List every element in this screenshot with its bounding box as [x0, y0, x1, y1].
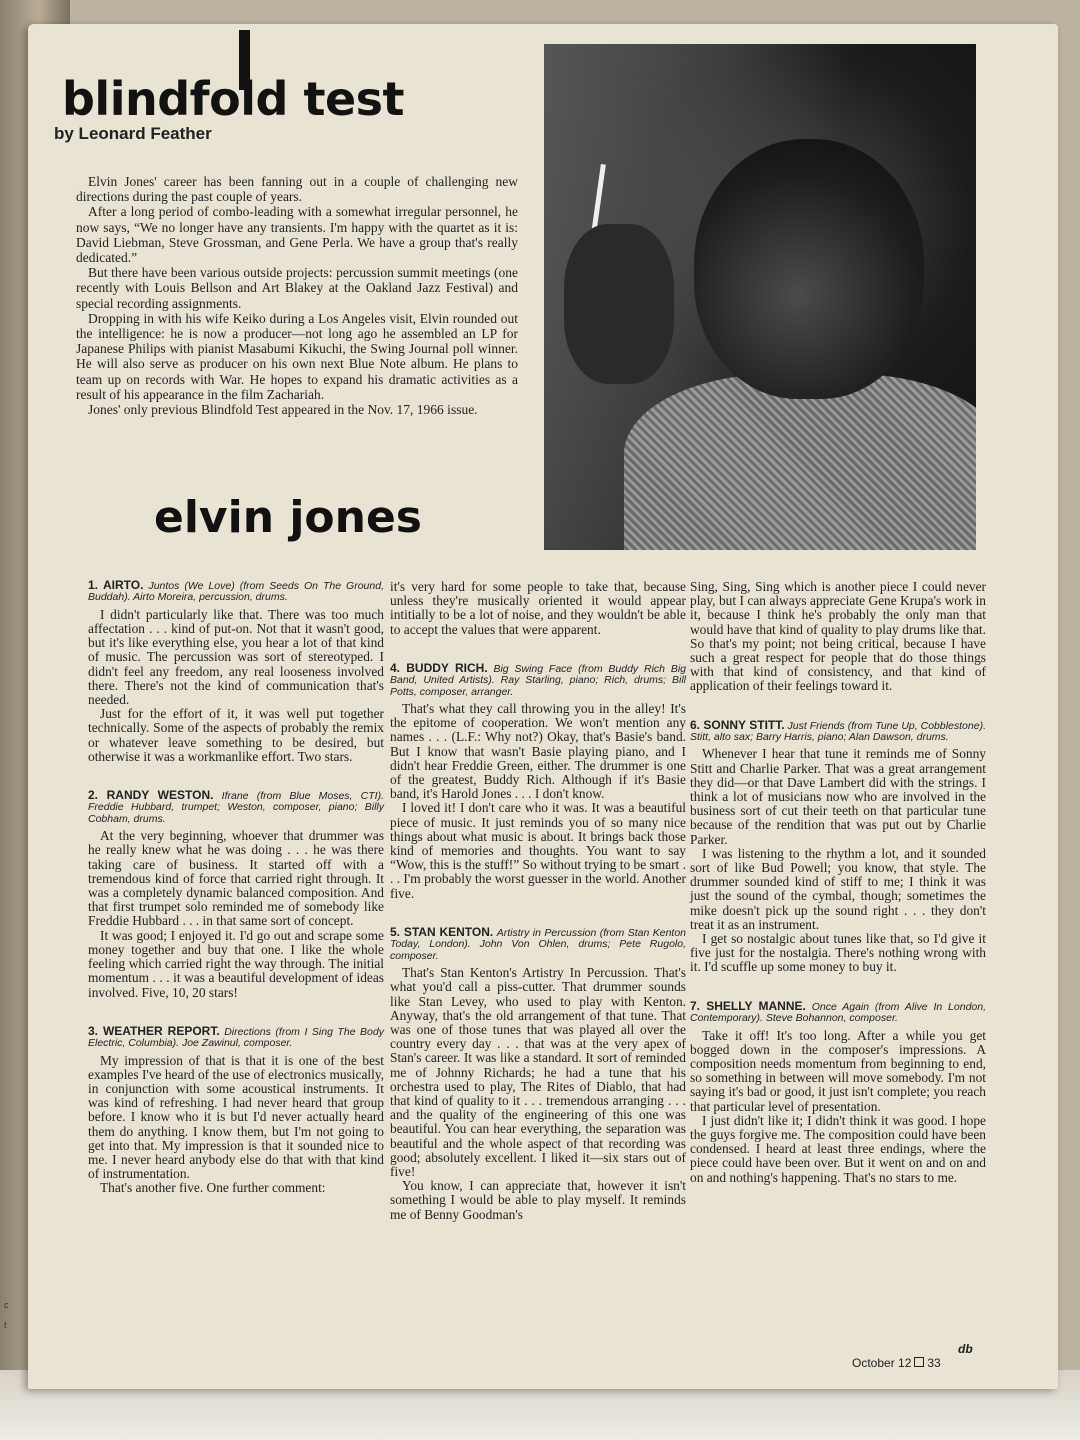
review-paragraph: Take it off! It's too long. After a while you get bogged down in the composer's impressions. A composition needs momentum from beginning to end, so something in between will move somebody. I'm not saying it's bad or good, it just isn't complete; you reach that particular level of presentation. — [690, 1027, 986, 1114]
record-details: Just Friends (from Tune Up, Cobblestone). Stitt, alto sax; Barry Harris, piano; Alan Dawson, drums. — [690, 719, 986, 744]
record-details: Once Again (from Alive In London, Contemporary). Steve Bohannon, composer. — [690, 1000, 986, 1025]
review-heading — [88, 790, 384, 825]
review-paragraph: Just for the effort of it, it was well put together technically. Some of the aspects of probably the remix or whatever leave something to be desired, but otherwise it was a workmanlike effort. Two stars. — [88, 706, 384, 764]
artist-name: 2. RANDY WESTON. — [88, 788, 214, 803]
box-glyph-icon — [914, 1357, 924, 1367]
artist-name: 4. BUDDY RICH. — [390, 660, 488, 675]
magazine-page — [28, 24, 1058, 1389]
artist-name: 6. SONNY STITT. — [690, 717, 785, 732]
review-paragraph: It was good; I enjoyed it. I'd go out and scrape some money together and buy that one. I like the whole feeling which carried right the way through. The initial momentum . . . it was a beautiful development of ideas involved. Five, 10, 20 stars! — [88, 927, 384, 1000]
review-paragraph: it's very hard for some people to take that, because unless they're musically oriented it would appear intitially to be a lot of noise, and they wouldn't be able to accept the values that were apparent. — [390, 579, 686, 637]
review-paragraph: At the very beginning, whoever that drummer was he really knew what he was doing . . . he was there taking care of business. It started off with a tremendous kind of force that carried right through. It was a completely dynamic balanced composition. And that first trumpet solo reminded me of somebody like Freddie Hubbard . . . in that same sort of concept. — [88, 828, 384, 929]
intro-text — [76, 174, 518, 417]
artist-name: 3. WEATHER REPORT. — [88, 1023, 220, 1038]
record-details: Big Swing Face (from Buddy Rich Big Band, United Artists). Ray Starling, piano; Rich, drums; Bill Potts, composer, arranger. — [390, 662, 687, 698]
record-details: Artistry in Percussion (from Stan Kenton Today, London). John Von Ohlen, drums; Pete Rugolo, composer. — [390, 926, 687, 962]
intro-paragraph: After a long period of combo-leading with a somewhat irregular personnel, he now says, “We no longer have any transients. I'm happy with the quartet as it is: David Liebman, Steve Grossman, and Gene Perla. We have a group that's really dedicated.” — [76, 204, 518, 266]
review-paragraph: That's another five. One further comment: — [100, 1180, 326, 1196]
review-paragraph: I was listening to the rhythm a lot, and it sounded sort of like Bud Powell; you know, that style. The drummer sounded kind of stiff to me; I think it was just the sound of the cymbal, though; sometimes the mike doesn't pick up the sound right . . . they don't treat it as an instrument. — [690, 845, 986, 932]
record-details: Juntos (We Love) (from Seeds On The Ground, Buddah). Airto Moreira, percussion, drums. — [88, 580, 384, 604]
page-title: blindfold test — [62, 72, 405, 126]
db-logo-mark: db — [958, 1342, 973, 1356]
review-paragraph: I get so nostalgic about tunes like that, so I'd give it five just for the nostalgia. There's nothing wrong with it. I'd scuffle up some money to buy it. — [690, 931, 986, 975]
photo-head — [694, 139, 924, 399]
review-paragraph: My impression of that is that it is one of the best examples I've heard of the use of electronics musically, in conjunction with some acoustical instruments. It was kind of refreshing. I had never heard that group before. I know who it is but I'd never actually heard them do anything. I know them, but I'm not going to get into that. My impression is that it sounded nice to me. I never heard anybody else do that with that kind of instrumentation. — [88, 1052, 384, 1182]
review-paragraph: You know, I can appreciate that, however it isn't something I would be able to play myself. It reminds me of Benny Goodman's — [390, 1178, 686, 1222]
text-column-2 — [390, 580, 686, 1222]
review-paragraph: I just didn't like it; I didn't think it was good. I hope the guys forgive me. The composition could have been condensed. I heard at least three endings, where the piece could have been over. But it went on and on and on and nothing's happening. That's no stars to me. — [690, 1112, 986, 1185]
review-heading — [390, 660, 687, 698]
page-footer — [852, 1356, 941, 1370]
text-column-1 — [88, 580, 384, 1196]
intro-paragraph: But there have been various outside projects: percussion summit meetings (one recently with Louis Bellson and Art Blakey at the Oakland Jazz Festival) and special recording assignments. — [76, 265, 518, 311]
review-paragraph: I loved it! I don't care who it was. It was a beautiful piece of music. It just reminds you of so many nice things about what music is about. It brings back those kind of memories and thoughts. You want to say “Wow, this is the stuff!” So without trying to be smart . . . I'm probably the worst guesser in the world. Another five. — [390, 800, 686, 901]
review-paragraph: I didn't particularly like that. There was too much affectation . . . kind of put-on. Not that it wasn't good, but it's like everything else, you hear a lot of that kind of music. The percussion was sort of stereotyped. I didn't feel any freedom, any real looseness involved there. There's not the kind of communication that's needed. — [88, 606, 384, 708]
review-paragraph: That's what they call throwing you in the alley! It's the epitome of cooperation. We won't mention any names . . . (L.F.: Why not?) Okay, that's Basie's band. But I know that wasn't Basie playing piano, and I didn't hear Freddie Green, either. The drummer is one of the greatest, Buddy Rich. Although if it's Basie band, it's Harold Jones . . . I don't know. — [390, 701, 686, 802]
review-paragraph: That's Stan Kenton's Artistry In Percussion. That's what you'd call a piss-cutter. That drummer sounds like Stan Levey, who used to play with Kenton. Anyway, that's the old arrangement of that tune. That was one of those tunes that was played all over the country every day . . . that was at the very apex of Stan's career. It was like a standard. It sort of reminded me of Johnny Richards; he had a tune that his orchestra used to play, The Rites of Diablo, that had that kind of quality to it . . . tremendous arranging . . . and the quality of the engineering of this one was beautiful. You can hear everything, the separation was beautiful and the whole aspect of that recording was good; absolutely excellent. I liked it—six stars out of five! — [390, 965, 686, 1179]
artist-name: 1. AIRTO. — [88, 578, 144, 592]
record-details: Ifrane (from Blue Moses, CTI). Freddie Hubbard, trumpet; Weston, composer, piano; Billy Cobham, drums. — [88, 790, 384, 825]
artist-name: 7. SHELLY MANNE. — [690, 998, 806, 1013]
record-details: Directions (from I Sing The Body Electric, Columbia). Joe Zawinul, composer. — [88, 1025, 384, 1050]
byline: by Leonard Feather — [54, 124, 212, 143]
review-paragraph: Sing, Sing, Sing which is another piece I could never play, but I can always appreciate Gene Krupa's work in it, because I think he's probably the only man that would have that kind of quality to play drums like that. So that's my point; not being critical, because I have such a great respect for people that do those things with that kind of consistency, and that kind of application of their feelings toward it. — [690, 579, 986, 694]
left-page-text-fragment: t — [4, 1320, 7, 1330]
review-heading — [690, 717, 986, 744]
artist-name: 5. STAN KENTON. — [390, 924, 494, 939]
photo-hand — [564, 224, 674, 384]
review-heading — [88, 580, 384, 604]
subject-name: elvin jones — [154, 492, 422, 543]
review-heading — [88, 1023, 384, 1050]
issue-date: October 12 — [852, 1356, 912, 1370]
review-heading — [690, 998, 986, 1025]
page-number: 33 — [927, 1356, 941, 1370]
photo-jacket — [624, 374, 976, 550]
text-column-3 — [690, 580, 986, 1185]
intro-paragraph: Elvin Jones' career has been fanning out in a couple of challenging new directions during the past couple of years. — [76, 174, 518, 205]
review-heading — [390, 924, 687, 962]
review-paragraph: Whenever I hear that tune it reminds me of Sonny Stitt and Charlie Parker. That was a great arrangement they did—or that Dave Lambert did with the strings. I think a lot of musicians now who are involved in the business sort of cut their teeth on that particular tune because of the rendition that was put out by Charlie Parker. — [690, 746, 986, 847]
intro-paragraph: Dropping in with his wife Keiko during a Los Angeles visit, Elvin rounded out the intelligence: he is now a producer—not long ago he assembled an LP for Japanese Philips with pianist Masabumi Kikuchi, the Swing Journal poll winner. He will also serve as producer on his own next Blue Note album. He plans to team up on records with War. He hopes to expand his dramatic activities as a result of his appearance in the film Zachariah. — [76, 310, 518, 402]
intro-paragraph: Jones' only previous Blindfold Test appeared in the Nov. 17, 1966 issue. — [88, 402, 478, 418]
left-page-text-fragment: c — [4, 1300, 9, 1310]
portrait-photo — [544, 44, 976, 550]
